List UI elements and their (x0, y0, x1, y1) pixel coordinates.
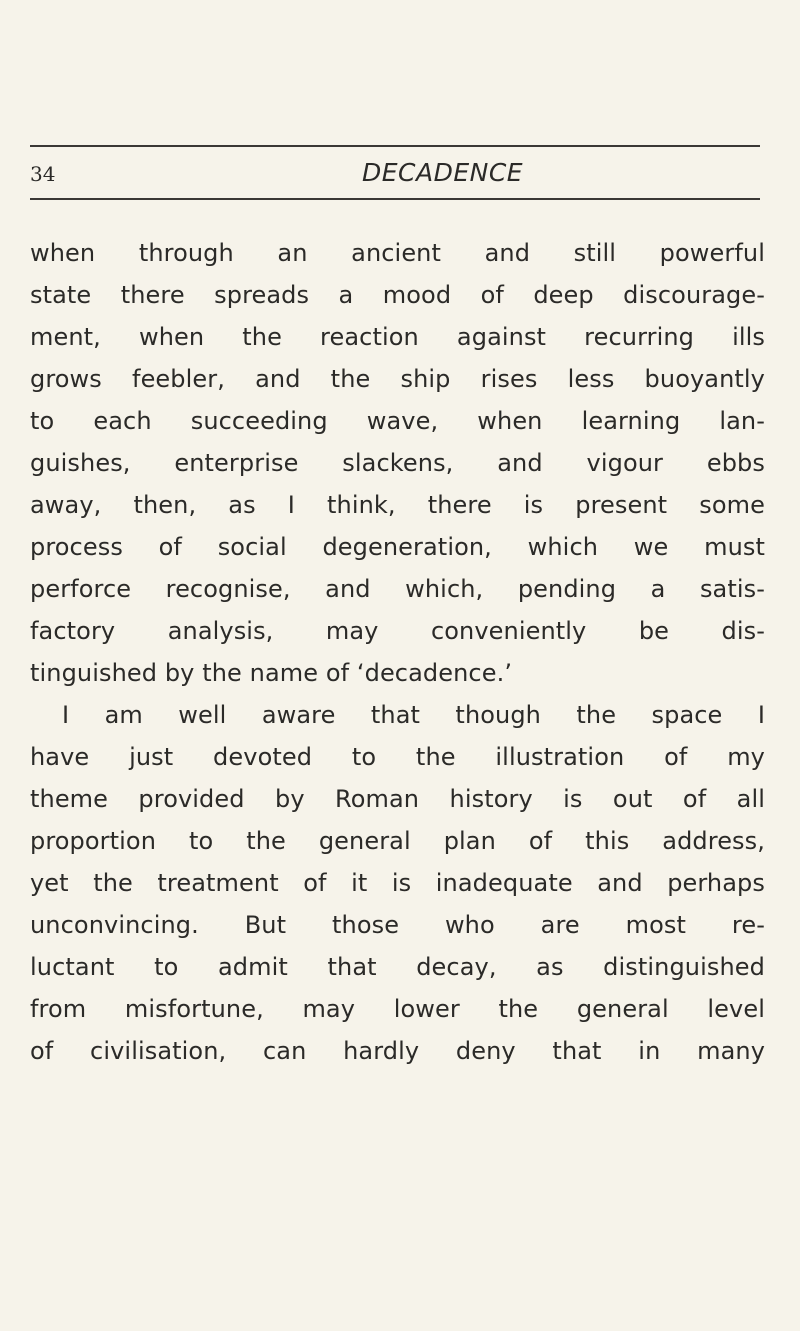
text-line-13: have just devoted to the illustration of my (30, 743, 765, 771)
text-line-8: process of social degeneration, which we must (30, 533, 765, 561)
text-line-19: from misfortune, may lower the general level (30, 995, 765, 1023)
text-line-20: of civilisation, can hardly deny that in many (30, 1037, 765, 1065)
text-line-17: unconvincing. But those who are most re- (30, 911, 765, 939)
text-line-12: I am well aware that though the space I (62, 701, 765, 729)
text-line-11: tinguished by the name of ‘decadence.’ (30, 659, 513, 687)
text-line-10: factory analysis, may conveniently be dis- (30, 617, 765, 645)
text-line-7: away, then, as I think, there is present some (30, 491, 765, 519)
running-head: DECADENCE (362, 158, 524, 187)
text-line-16: yet the treatment of it is inadequate and perhaps (30, 869, 765, 897)
text-line-14: theme provided by Roman history is out of all (30, 785, 765, 813)
header-bottom-rule (30, 198, 760, 200)
text-line-3: ment, when the reaction against recurring ills (30, 323, 765, 351)
page-number: 34 (30, 162, 56, 186)
text-line-2: state there spreads a mood of deep discourage- (30, 281, 765, 309)
text-line-4: grows feebler, and the ship rises less buoyantly (30, 365, 765, 393)
text-line-1: when through an ancient and still powerful (30, 239, 765, 267)
text-line-5: to each succeeding wave, when learning lan- (30, 407, 765, 435)
body-text (30, 232, 765, 1072)
header-top-rule (30, 145, 760, 147)
text-line-15: proportion to the general plan of this address, (30, 827, 765, 855)
text-line-6: guishes, enterprise slackens, and vigour ebbs (30, 449, 765, 477)
text-line-9: perforce recognise, and which, pending a satis- (30, 575, 765, 603)
text-line-18: luctant to admit that decay, as distinguished (30, 953, 765, 981)
